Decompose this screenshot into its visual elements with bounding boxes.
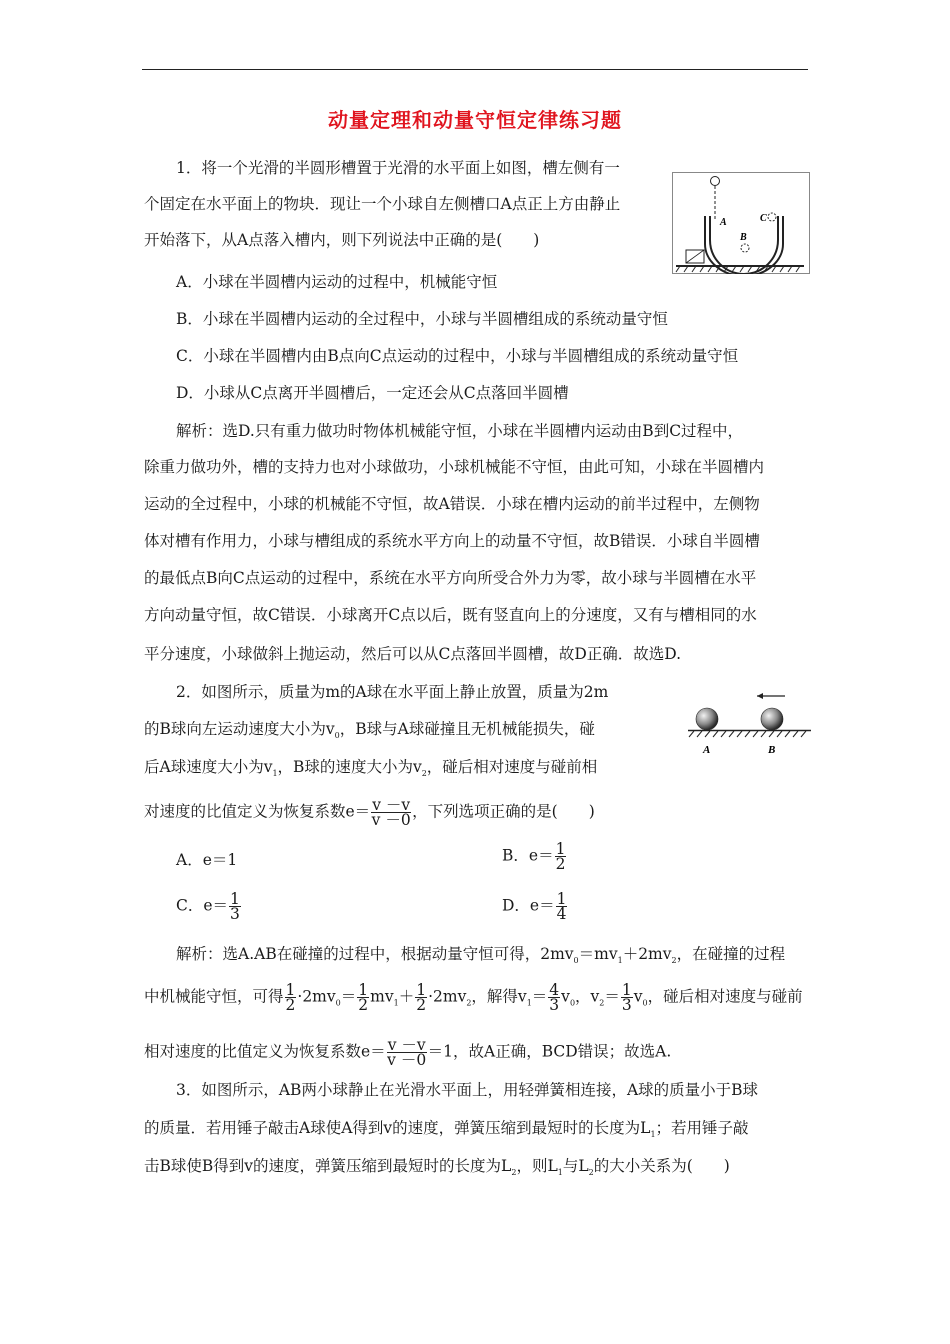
label-ball-b: B xyxy=(768,744,776,756)
q1-line-1: 1．将一个光滑的半圆形槽置于光滑的水平面上如图，槽左侧有一 xyxy=(176,159,620,177)
q1-analysis-5: 的最低点B向C点运动的过程中，系统在水平方向所受合外力为零，故小球与半圆槽在水平 xyxy=(144,569,757,587)
q2-line-1: 2．如图所示，质量为m的A球在水平面上静止放置，质量为2m xyxy=(176,683,609,701)
header-rule xyxy=(142,69,808,70)
q3-line-1: 3．如图所示，AB两小球静止在光滑水平面上，用轻弹簧相连接，A球的质量小于B球 xyxy=(176,1081,759,1099)
q2-option-c: C．e＝ $\frac{1}{3}$ xyxy=(176,890,240,923)
page-title: 动量定理和动量守恒定律练习题 xyxy=(328,108,622,132)
q1-analysis-4: 体对槽有作用力，小球与槽组成的系统水平方向上的动量不守恒，故B错误．小球自半圆槽 xyxy=(144,532,760,550)
q2-line-4: 对速度的比值定义为恢复系数e＝ $\frac{v -v}{v -0}$ ，下列选项正确的是( ) xyxy=(144,796,595,829)
q2-line-2: 的B球向左运动速度大小为$v_0$，B球与A球碰撞且无机械能损失，碰 xyxy=(144,720,595,740)
label-a: A xyxy=(720,217,727,228)
q3-line-2: 的质量．若用锤子敲击A球使A得到v的速度，弹簧压缩到最短时的长度为$L_1$；若用锤子敲 xyxy=(144,1119,749,1139)
q1-option-c: C．小球在半圆槽内由B点向C点运动的过程中，小球与半圆槽组成的系统动量守恒 xyxy=(176,347,739,365)
label-b: B xyxy=(740,232,747,243)
q2-option-d: D．e＝ $\frac{1}{4}$ xyxy=(502,890,567,923)
q2-figure-two-balls xyxy=(685,683,813,761)
q3-line-3: 击B球使B得到v的速度，弹簧压缩到最短时的长度为$L_2$，则$L_1$与$L_2$的大小关系为( ) xyxy=(144,1157,730,1177)
q1-analysis-6: 方向动量守恒，故C错误．小球离开C点以后，既有竖直向上的分速度，又有与槽相同的水 xyxy=(144,606,757,624)
q1-line-2: 个固定在水平面上的物块．现让一个小球自左侧槽口A点正上方由静止 xyxy=(144,195,621,213)
label-c: C xyxy=(760,213,767,224)
label-ball-a: A xyxy=(703,744,711,756)
q1-option-d: D．小球从C点离开半圆槽后，一定还会从C点落回半圆槽 xyxy=(176,384,569,402)
q2-analysis-3: 相对速度的比值定义为恢复系数e＝ $\frac{v -v}{v -0}$ ＝1，故A正确，BCD错误；故选A. xyxy=(144,1036,672,1069)
q1-analysis-1: 解析：选D.只有重力做功时物体机械能守恒，小球在半圆槽内运动由B到C过程中， xyxy=(176,422,744,440)
q2-option-b: B．e＝ $\frac{1}{2}$ xyxy=(502,840,566,873)
restitution-fraction: $\frac{v -v}{v -0}$ xyxy=(371,796,411,829)
q1-option-b: B．小球在半圆槽内运动的全过程中，小球与半圆槽组成的系统动量守恒 xyxy=(176,310,668,328)
q2-analysis-2: 中机械能守恒，可得 $\frac{1}{2}$ $\cdot 2mv_0=$ $\frac{1}{2}$ $mv_1+$ $\frac{1}{2}$ $\cdot 2mv_2$，解得$v_1=$ $\frac{4}{3}$ $v_0$，$v_2=$ $\frac{1}{3}$ $v_0$，碰后相对速度与碰前 xyxy=(144,981,803,1014)
q1-option-a: A．小球在半圆槽内运动的过程中，机械能守恒 xyxy=(176,273,498,291)
q1-figure-half-pipe xyxy=(672,172,810,274)
q2-line-3: 后A球速度大小为$v_1$，B球的速度大小为$v_2$，碰后相对速度与碰前相 xyxy=(144,758,598,778)
q1-analysis-2: 除重力做功外，槽的支持力也对小球做功，小球机械能不守恒，由此可知，小球在半圆槽内 xyxy=(144,458,765,476)
q2-analysis-1: 解析：选A.AB在碰撞的过程中，根据动量守恒可得，$2mv_0=mv_1+2mv_2$，在碰撞的过程 xyxy=(176,945,786,965)
q1-line-3: 开始落下，从A点落入槽内，则下列说法中正确的是( ) xyxy=(144,231,540,249)
q1-analysis-7: 平分速度，小球做斜上抛运动，然后可以从C点落回半圆槽，故D正确．故选D. xyxy=(144,645,682,663)
q1-analysis-3: 运动的全过程中，小球的机械能不守恒，故A错误．小球在槽内运动的前半过程中，左侧物 xyxy=(144,495,760,513)
q2-option-a: A．e＝1 xyxy=(176,851,238,869)
